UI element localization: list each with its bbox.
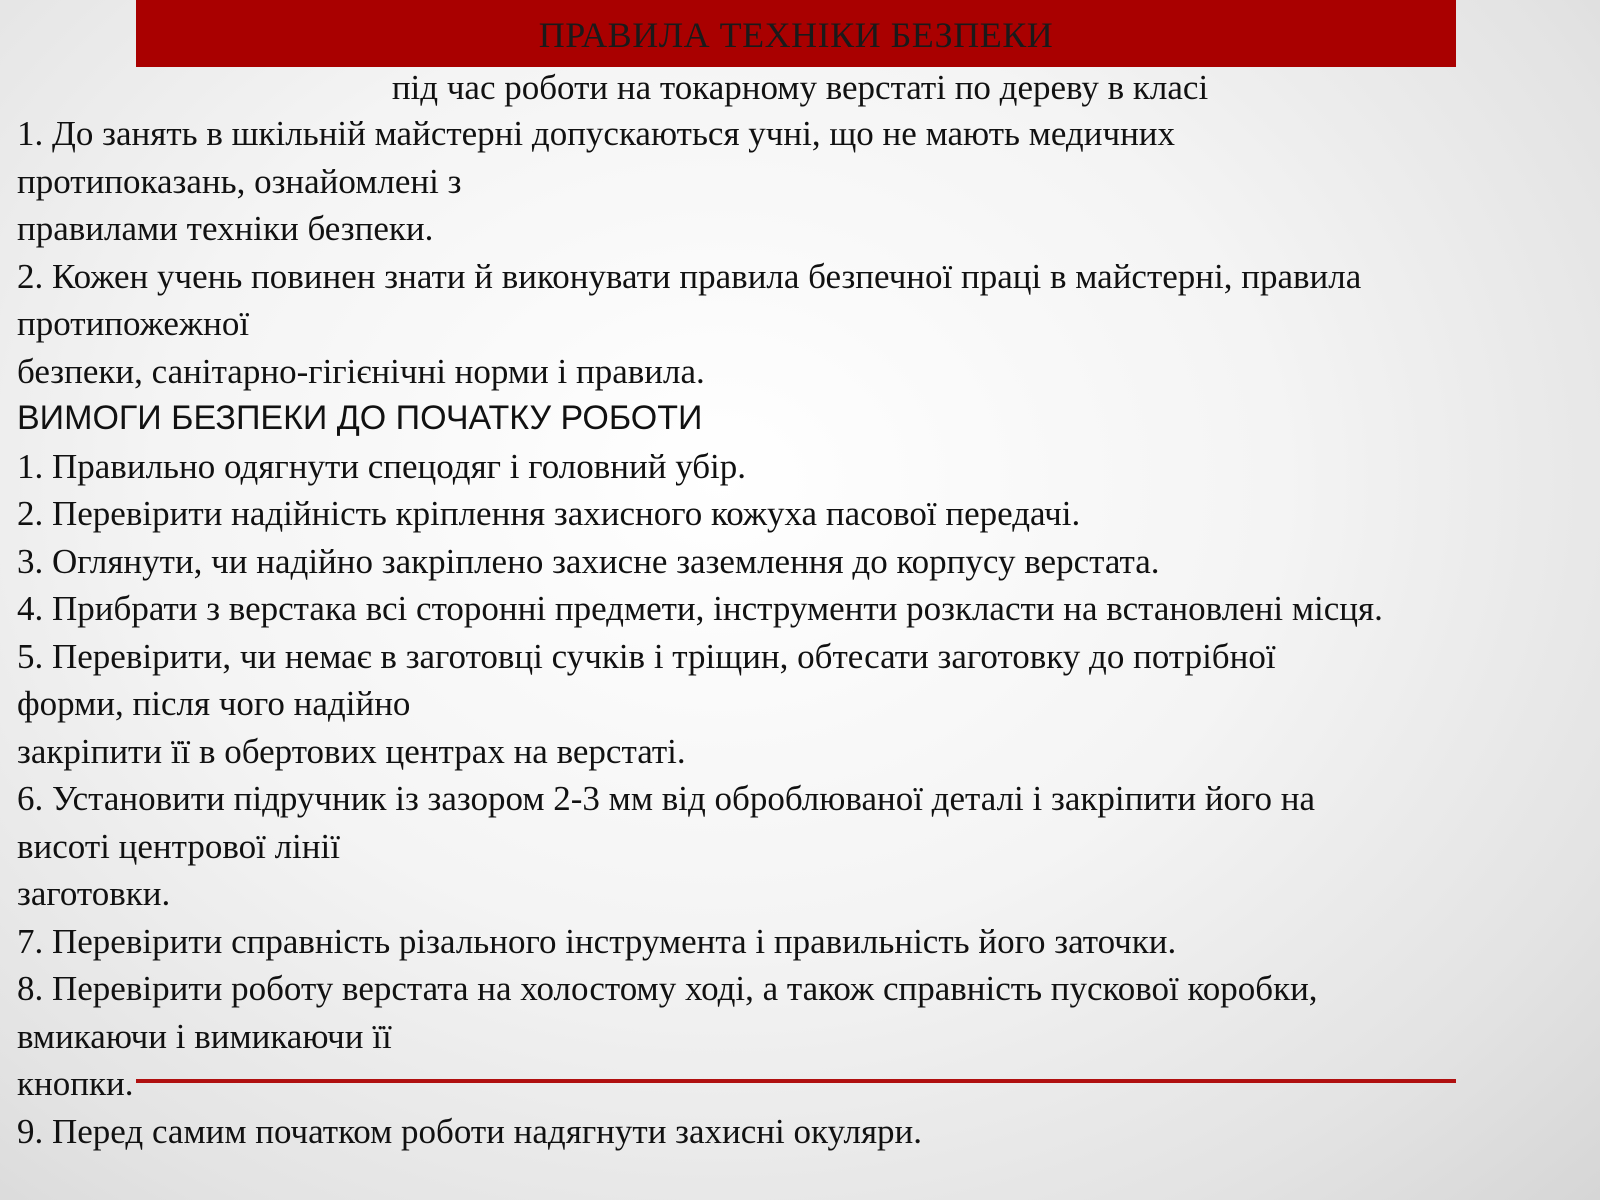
body-line: 4. Прибрати з верстака всі сторонні предмети, інструменти розкласти на встановлені місця. — [17, 589, 1383, 628]
body-line: 7. Перевірити справність різального інструмента і правильність його заточки. — [17, 921, 1177, 961]
body-line: протипоказань, ознайомлені з — [17, 161, 462, 201]
body-line: безпеки, санітарно-гігієнічні норми і правила. — [17, 351, 705, 391]
slide-subtitle: під час роботи на токарному верстаті по дереву в класі — [391, 68, 1209, 107]
body-line: 2. Кожен учень повинен знати й виконувати правила безпечної праці в майстерні, правила — [17, 256, 1362, 296]
body-line: закріпити її в обертових центрах на верстаті. — [17, 731, 686, 771]
body-line: заготовки. — [17, 874, 171, 913]
body-line: вмикаючи і вимикаючи її — [17, 1016, 392, 1056]
body-line: 5. Перевірити, чи немає в заготовці сучків і тріщин, обтесати заготовку до потрібної — [17, 636, 1276, 676]
body-line: 1. До занять в шкільній майстерні допускаються учні, що не мають медичних — [17, 114, 1176, 153]
body-line: 6. Установити підручник із зазором 2-3 мм від оброблюваної деталі і закріпити його на — [17, 779, 1316, 818]
body-line: протипожежної — [17, 304, 250, 343]
title-banner — [136, 0, 1456, 67]
body-line: 8. Перевірити роботу верстата на холостому ході, а також справність пускової коробки, — [17, 969, 1318, 1008]
body-line: кнопки. — [17, 1064, 134, 1103]
slide-body — [17, 110, 1597, 1155]
body-line: висоті центрової лінії — [17, 826, 340, 866]
body-line: 2. Перевірити надійність кріплення захисного кожуха пасової передачі. — [17, 494, 1081, 533]
body-line: правилами техніки безпеки. — [17, 209, 434, 248]
body-line: 1. Правильно одягнути спецодяг і головний убір. — [17, 446, 747, 486]
accent-rule — [136, 1079, 1456, 1083]
section-heading: ВИМОГИ БЕЗПЕКИ ДО ПОЧАТКУ РОБОТИ — [17, 399, 703, 437]
body-line: форми, після чого надійно — [17, 684, 411, 723]
slide-title: ПРАВИЛА ТЕХНІКИ БЕЗПЕКИ — [538, 14, 1054, 55]
body-line: 9. Перед самим початком роботи надягнути захисні окуляри. — [17, 1111, 923, 1151]
body-line: 3. Оглянути, чи надійно закріплено захисне заземлення до корпусу верстата. — [17, 541, 1160, 581]
